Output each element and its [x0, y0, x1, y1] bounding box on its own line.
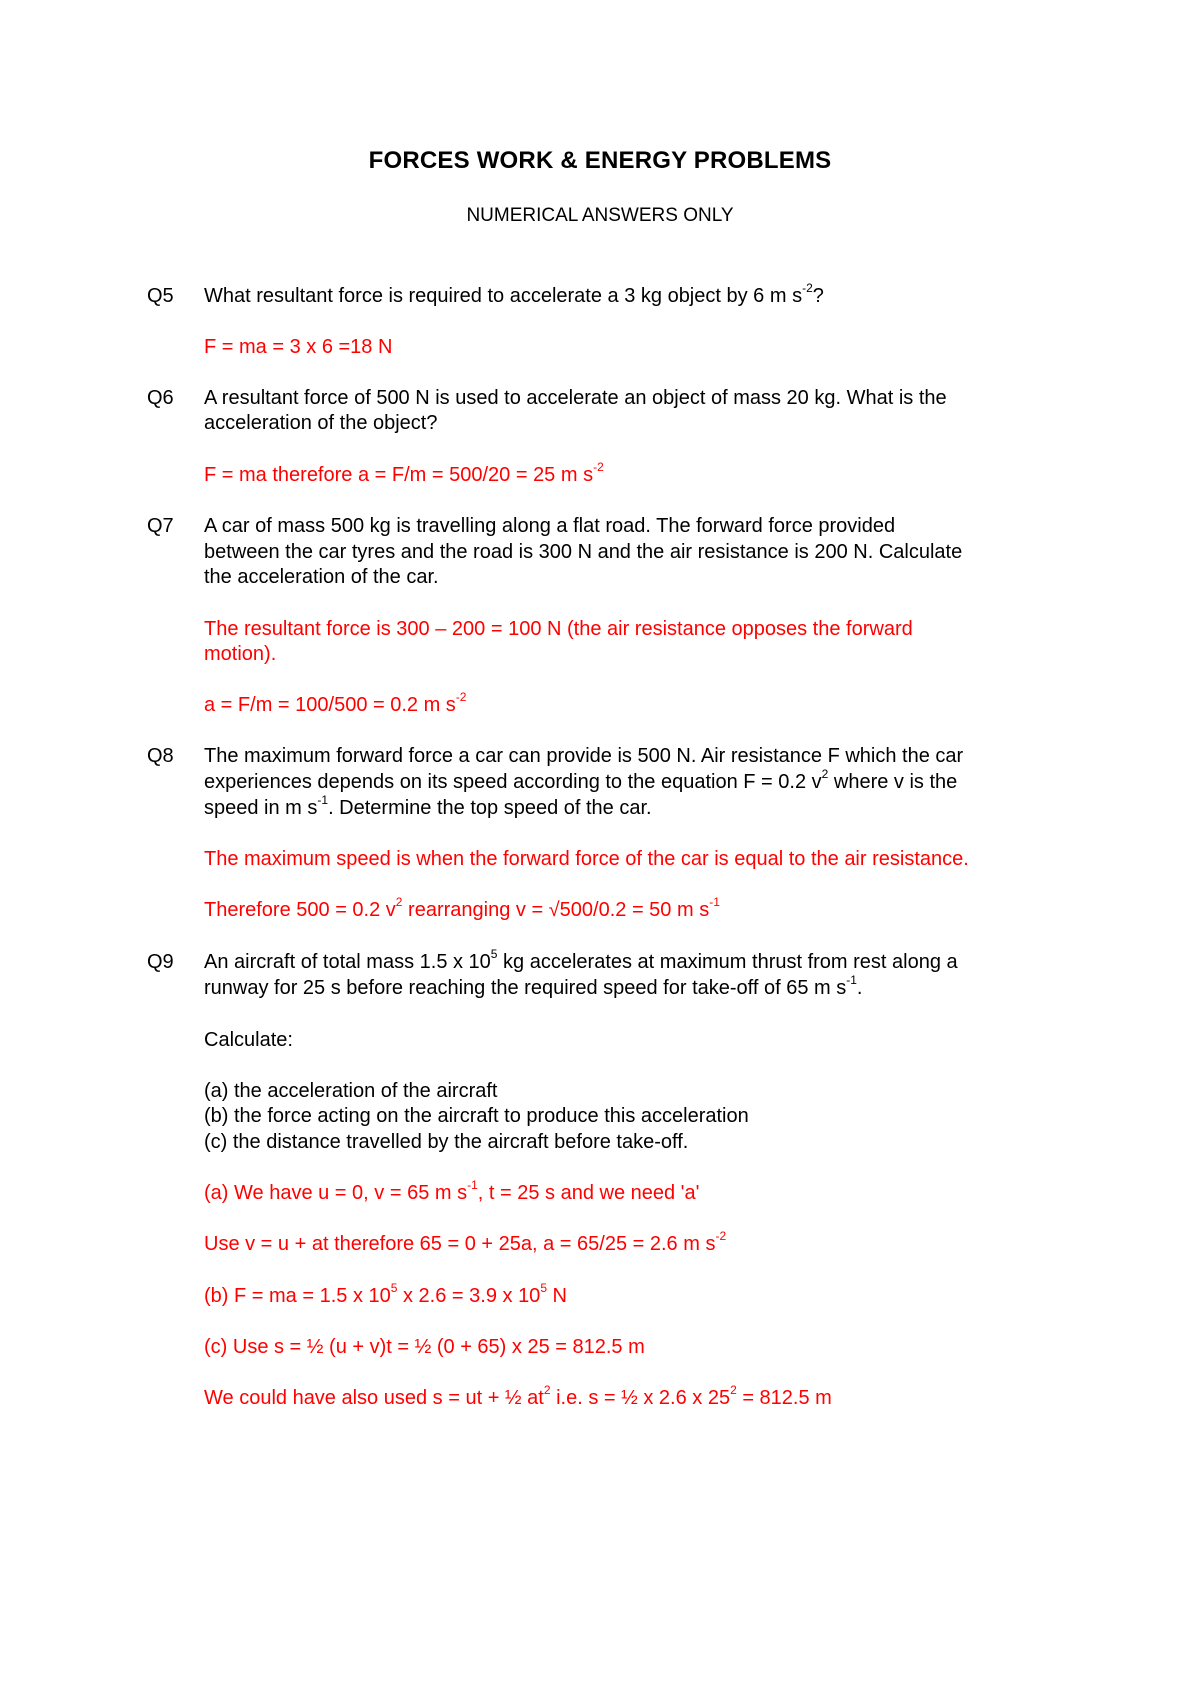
q9-calculate: Calculate:: [204, 1029, 293, 1051]
q7-question-line3: the acceleration of the car.: [204, 566, 439, 588]
q9-question-line1: An aircraft of total mass 1.5 x $10^5$ kg accelerates at maximum thrust from rest along a: [204, 947, 958, 973]
q8-question-line1: The maximum forward force a car can provide is 500 N. Air resistance F which the car: [204, 745, 964, 767]
q6-question-line1: A resultant force of 500 N is used to accelerate an object of mass 20 kg. What is the: [204, 387, 947, 409]
q5-answer: F = ma = 3 x 6 =18 N: [204, 336, 393, 358]
q5-question: What resultant force is required to accelerate a 3 kg object by 6 m $s^{-2}$?: [204, 281, 824, 307]
q6-answer: F = ma therefore a = F/m = 500/20 = 25 m $s^{-2}$: [204, 460, 604, 486]
q7-answer-line2: motion).: [204, 643, 277, 665]
q8-question-line3: speed in m $s^{-1}$. Determine the top speed of the car.: [204, 793, 652, 819]
q9-answer-alt: We could have also used s = ut + ½ $at^2$ i.e. s = ½ x 2.6 x $25^2 = 812.5$ m: [204, 1383, 832, 1409]
q8-question-line2: experiences depends on its speed according to the equation F = 0.2 $v^2$ where v is the: [204, 767, 958, 793]
q7-answer2: a = F/m = 100/500 = 0.2 m $s^{-2}$: [204, 690, 467, 716]
q9-part-b: (b) the force acting on the aircraft to produce this acceleration: [204, 1105, 749, 1127]
q9-answer-c: (c) Use s = ½ (u + v)t = ½ (0 + 65) x 25 = 812.5 m: [204, 1336, 645, 1358]
question-number-q9: Q9: [147, 951, 174, 973]
question-number-q5: Q5: [147, 285, 174, 307]
q9-answer-b: (b) F = ma = 1.5 x $10^5$ x 2.6 = 3.9 x $10^5$ N: [204, 1281, 567, 1307]
question-number-q6: Q6: [147, 387, 174, 409]
question-number-q7: Q7: [147, 515, 174, 537]
q7-answer-line1: The resultant force is 300 – 200 = 100 N (the air resistance opposes the forward: [204, 618, 913, 640]
q8-answer1: The maximum speed is when the forward force of the car is equal to the air resistance.: [204, 848, 969, 870]
q7-question-line1: A car of mass 500 kg is travelling along a flat road. The forward force provided: [204, 515, 896, 537]
q7-question-line2: between the car tyres and the road is 300 N and the air resistance is 200 N. Calculate: [204, 541, 963, 563]
q6-question-line2: acceleration of the object?: [204, 412, 438, 434]
q9-question-line2: runway for 25 s before reaching the required speed for take-off of 65 m $s^{-1}$.: [204, 973, 863, 999]
q8-answer2: Therefore 500 = 0.2 $v^2$ rearranging v = √500/0.2 = 50 m $s^{-1}$: [204, 895, 720, 921]
q9-answer-a2: Use v = u + at therefore 65 = 0 + 25a, a = 65/25 = 2.6 m $s^{-2}$: [204, 1229, 727, 1255]
q9-part-a: (a) the acceleration of the aircraft: [204, 1080, 498, 1102]
q9-part-c: (c) the distance travelled by the aircraft before take-off.: [204, 1131, 689, 1153]
page-subtitle: NUMERICAL ANSWERS ONLY: [466, 205, 734, 226]
question-number-q8: Q8: [147, 745, 174, 767]
page-title: FORCES WORK & ENERGY PROBLEMS: [368, 147, 832, 174]
q9-answer-a1: (a) We have u = 0, v = 65 m $s^{-1}$, t = 25 s and we need 'a': [204, 1178, 700, 1204]
